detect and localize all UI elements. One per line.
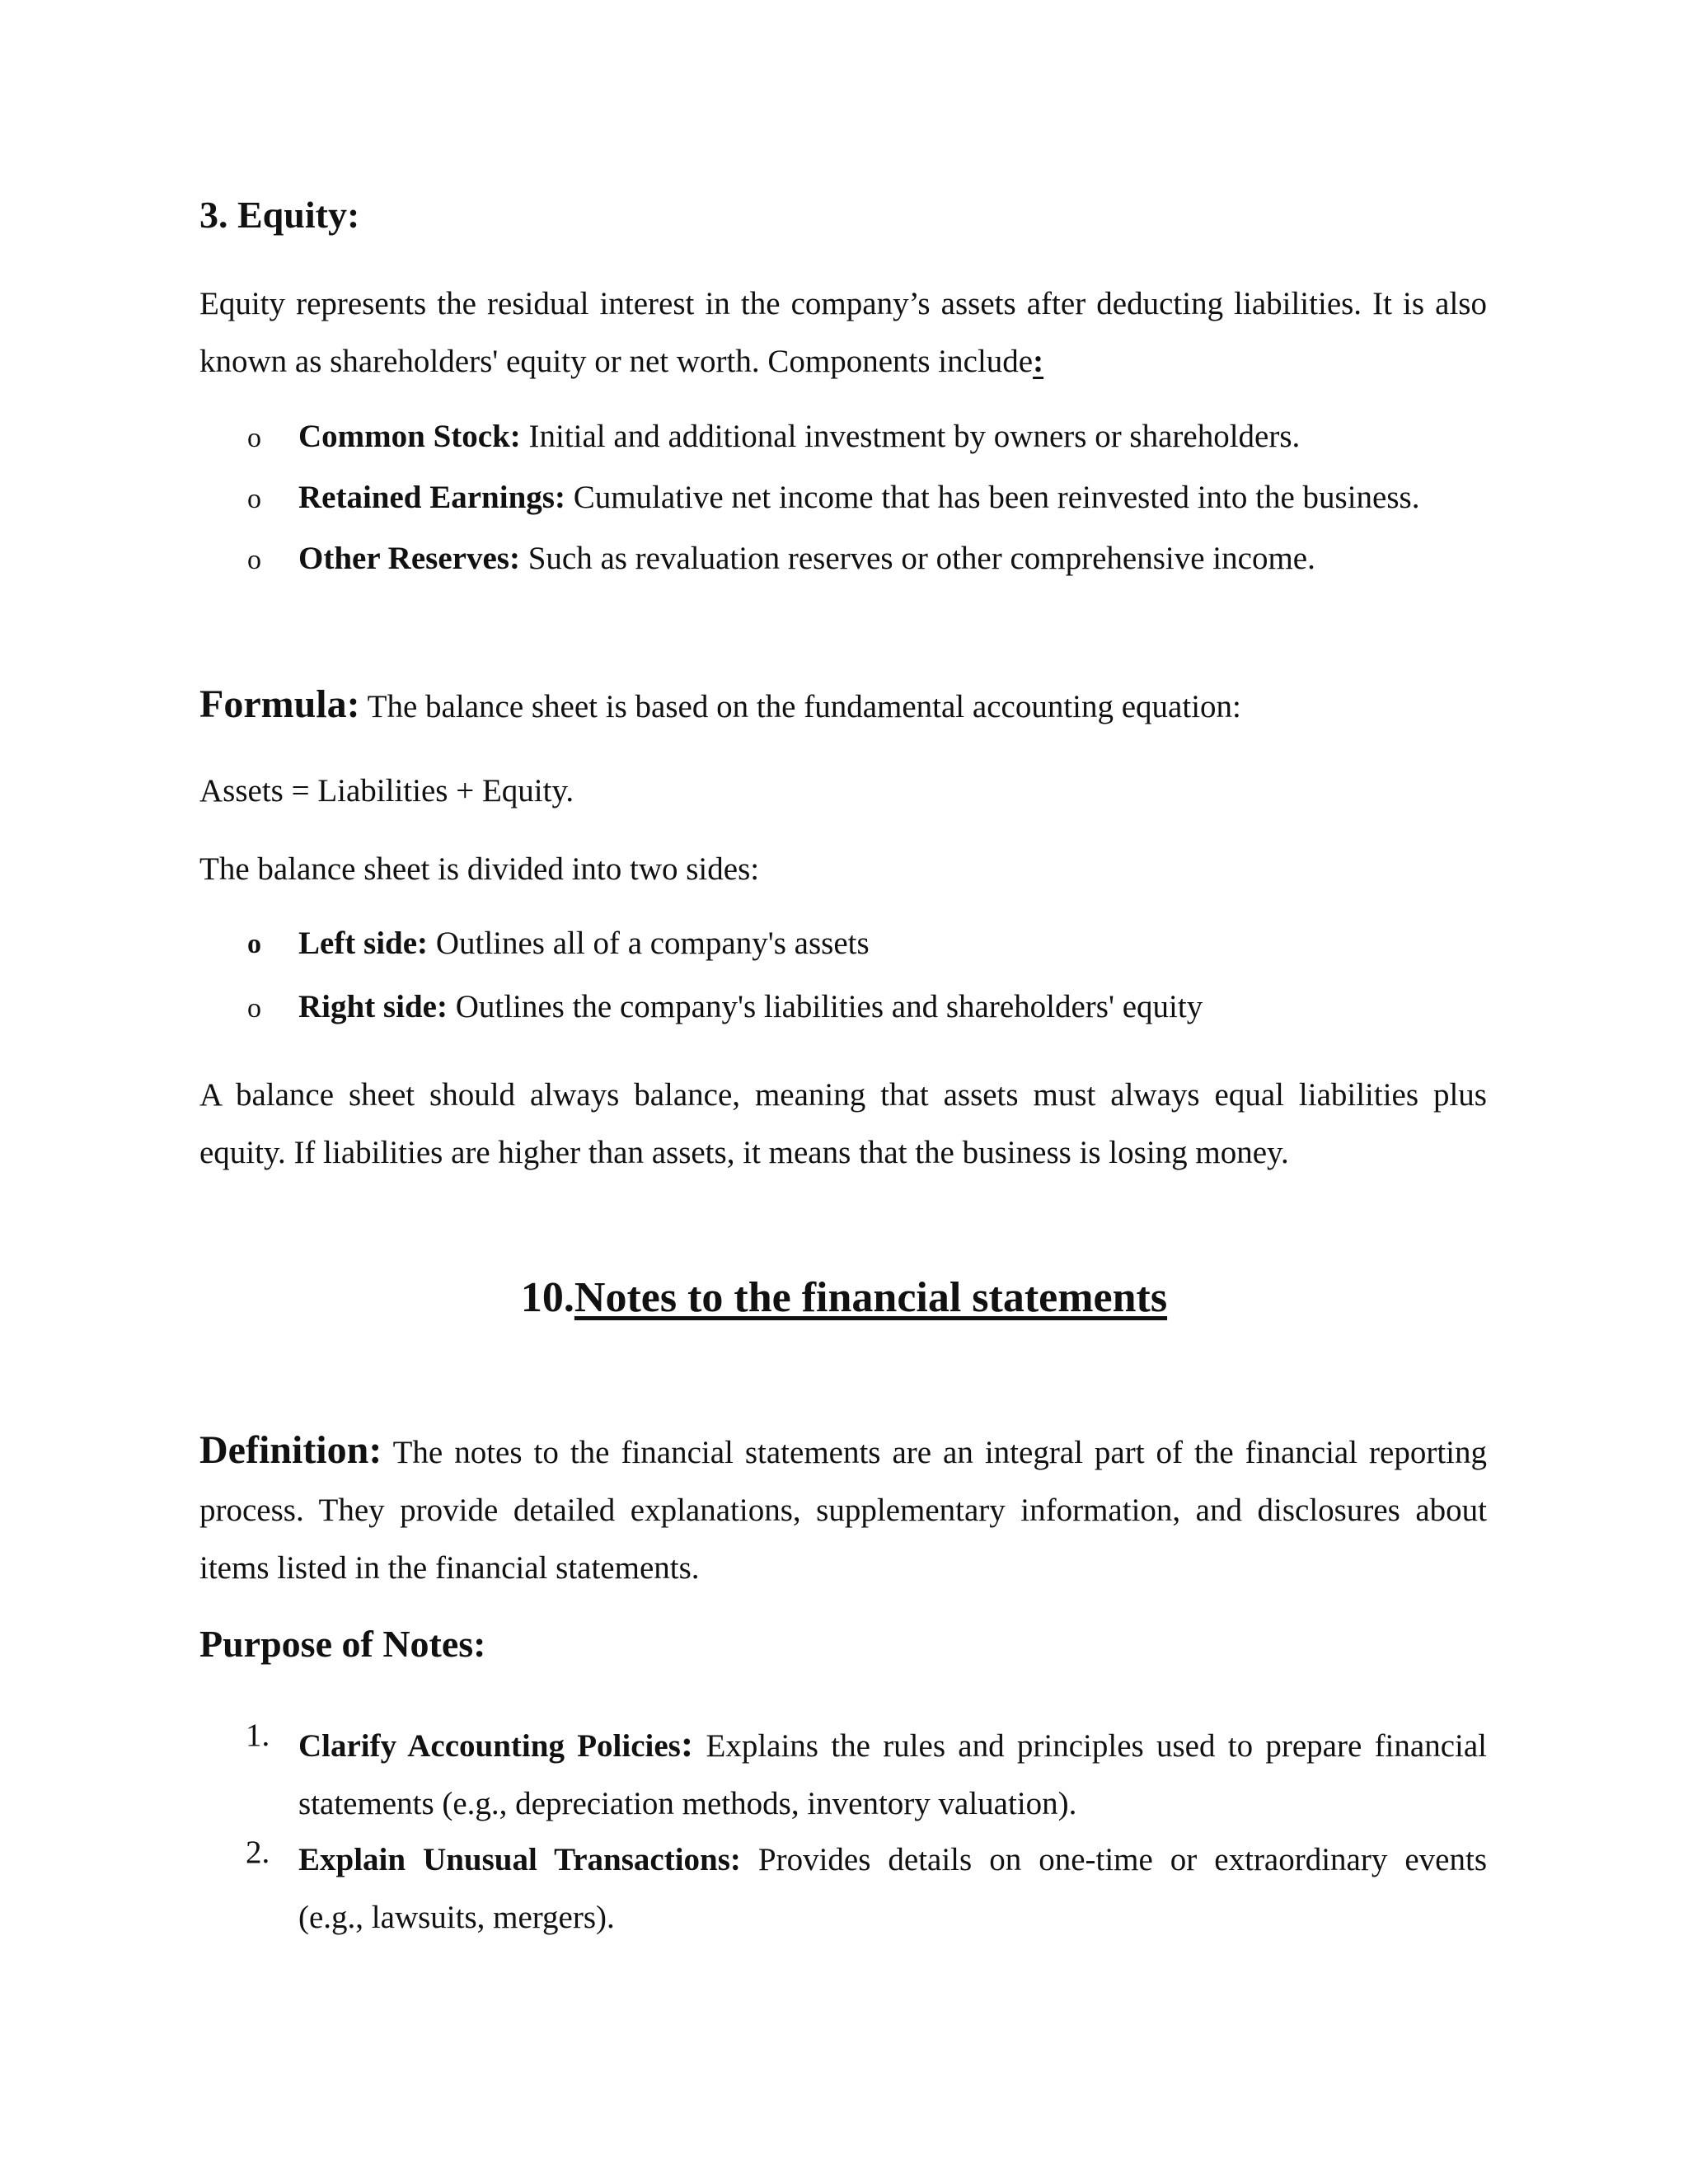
list-item-other-reserves: Other Reserves: Such as revaluation reserves or other comprehensive income. xyxy=(298,541,1315,576)
definition-line-1: Definition: The notes to the financial statements are an integral part of the financial reporting xyxy=(199,1428,1487,1472)
purpose-heading: Purpose of Notes: xyxy=(199,1623,486,1665)
formula-line: Formula: The balance sheet is based on the fundamental accounting equation: xyxy=(199,682,1241,726)
list-item-clarify-policies: Clarify Accounting Policies: Explains the rules and principles used to prepare financial statements (e.g., depreciation methods, inventory valuation). xyxy=(298,1722,1487,1821)
bullet-icon: o xyxy=(247,993,261,1024)
equity-intro xyxy=(199,275,1487,391)
list-number: 2. xyxy=(246,1835,270,1870)
definition-paragraph xyxy=(199,1422,1487,1597)
list-item-left-side: Left side: Outlines all of a company's assets xyxy=(298,926,870,961)
bullet-icon: o xyxy=(247,423,261,453)
sides-intro: The balance sheet is divided into two sides: xyxy=(199,851,760,887)
definition-line-3: items listed in the financial statements. xyxy=(199,1550,700,1586)
bullet-icon: o xyxy=(247,929,261,959)
section-title: 10.Notes to the financial statements xyxy=(520,1274,1168,1321)
list-item-retained-earnings: Retained Earnings: Cumulative net income that has been reinvested into the business. xyxy=(298,480,1420,515)
list-item-unusual-transactions: Explain Unusual Transactions: Provides details on one-time or extraordinary events (e.g., lawsuits, mergers). xyxy=(298,1842,1487,1935)
equity-heading: 3. Equity: xyxy=(199,194,360,236)
definition-line-2: process. They provide detailed explanations, supplementary information, and disclosures about xyxy=(199,1493,1487,1528)
equity-intro-line-2: known as shareholders' equity or net worth. Components include: xyxy=(199,344,1044,379)
bullet-icon: o xyxy=(247,484,261,514)
bullet-icon: o xyxy=(247,545,261,575)
equity-intro-colon: : xyxy=(1033,344,1044,379)
balance-line-1: A balance sheet should always balance, meaning that assets must always equal liabilities plus xyxy=(199,1077,1487,1113)
list-item-common-stock: Common Stock: Initial and additional investment by owners or shareholders. xyxy=(298,419,1301,454)
list-item-right-side: Right side: Outlines the company's liabilities and shareholders' equity xyxy=(298,989,1203,1024)
equity-intro-line-1: Equity represents the residual interest in the company’s assets after deducting liabilities. It is also xyxy=(199,286,1487,321)
accounting-equation: Assets = Liabilities + Equity. xyxy=(199,773,574,808)
balance-paragraph xyxy=(199,1066,1487,1182)
list-number: 1. xyxy=(246,1718,270,1753)
balance-line-2: equity. If liabilities are higher than assets, it means that the business is losing money. xyxy=(199,1135,1289,1170)
